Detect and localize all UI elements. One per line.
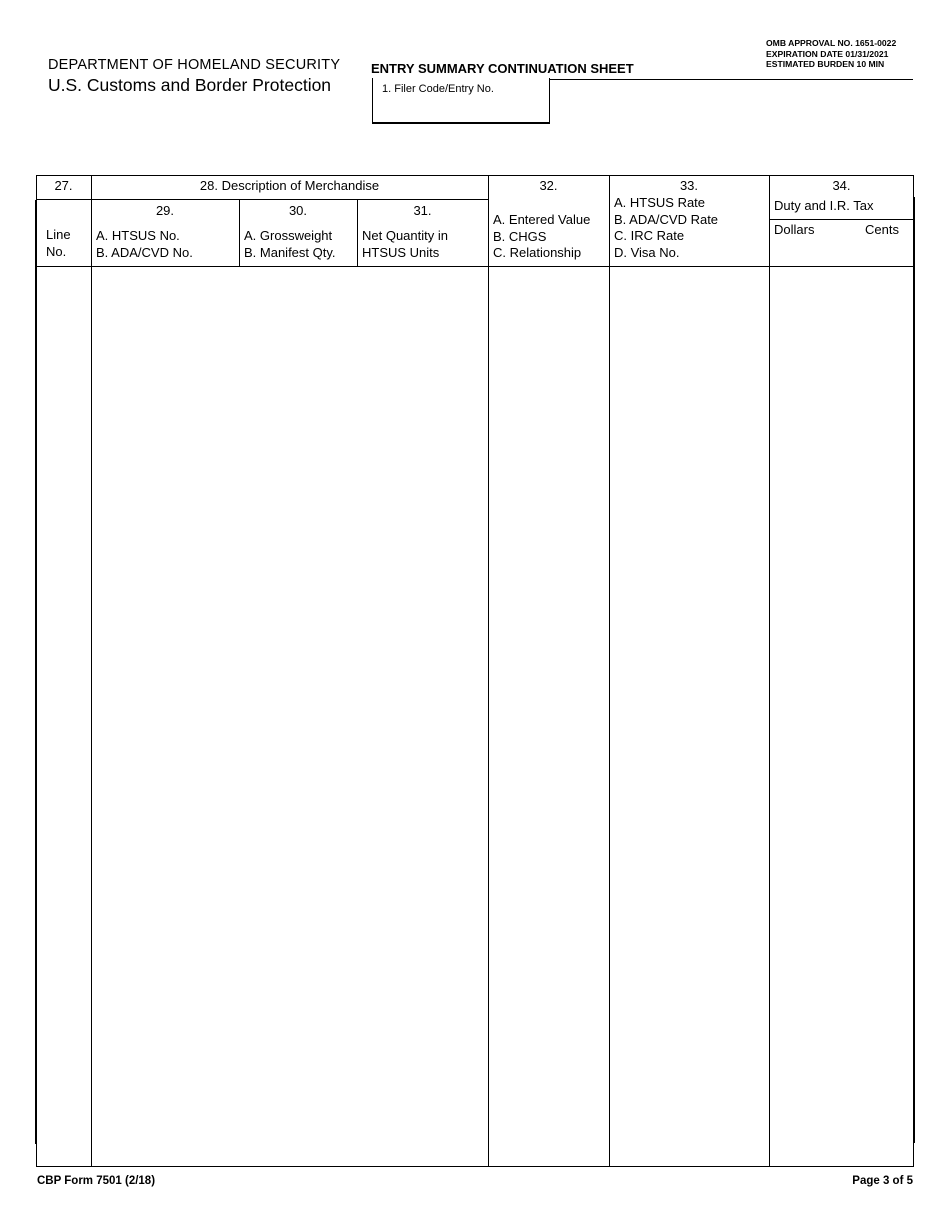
omb-burden: ESTIMATED BURDEN 10 MIN: [766, 59, 885, 69]
col29-number: 29.: [155, 203, 175, 218]
agency-name: U.S. Customs and Border Protection: [48, 75, 332, 95]
col29-labels: A. HTSUS No. B. ADA/CVD No.: [96, 228, 193, 260]
col34-dollars-label: Dollars: [774, 222, 815, 237]
col33-number: 33.: [679, 178, 699, 193]
col31-number: 31.: [413, 203, 432, 218]
col30-number: 30.: [288, 203, 308, 218]
department-name: DEPARTMENT OF HOMELAND SECURITY: [48, 57, 341, 73]
header-row1-rule: [36, 199, 488, 200]
omb-approval: OMB APPROVAL NO. 1651-0022: [766, 38, 897, 48]
col32-labels: A. Entered Value B. CHGS C. Relationship: [493, 212, 591, 260]
col28-description-header: 28. Description of Merchandise: [199, 178, 380, 193]
col31-labels: Net Quantity in HTSUS Units: [362, 228, 448, 260]
col33-labels: A. HTSUS Rate B. ADA/CVD Rate C. IRC Rate D. Visa No.: [614, 195, 719, 260]
table-body-entry-area[interactable]: [37, 267, 913, 1166]
col30-labels: A. Grossweight B. Manifest Qty.: [244, 228, 336, 260]
omb-info: [766, 38, 896, 70]
form-title: ENTRY SUMMARY CONTINUATION SHEET: [371, 61, 634, 76]
filer-code-entry-field[interactable]: [372, 78, 550, 124]
col27-line-no: Line No.: [46, 227, 71, 259]
col34-cents-label: Cents: [865, 222, 899, 237]
page-number: Page 3 of 5: [852, 1175, 913, 1187]
form-id: CBP Form 7501 (2/18): [37, 1175, 156, 1187]
omb-expiration: EXPIRATION DATE 01/31/2021: [766, 48, 889, 59]
filer-code-label: 1. Filer Code/Entry No.: [382, 83, 494, 95]
col34-sub-rule: [769, 219, 914, 220]
table-right-edge: [913, 197, 915, 1143]
col27-number: 27.: [54, 178, 73, 193]
col34-number: 34.: [832, 178, 851, 193]
col32-number: 32.: [539, 178, 558, 193]
col34-title: Duty and I.R. Tax: [774, 198, 874, 213]
header-rule: [550, 79, 913, 80]
